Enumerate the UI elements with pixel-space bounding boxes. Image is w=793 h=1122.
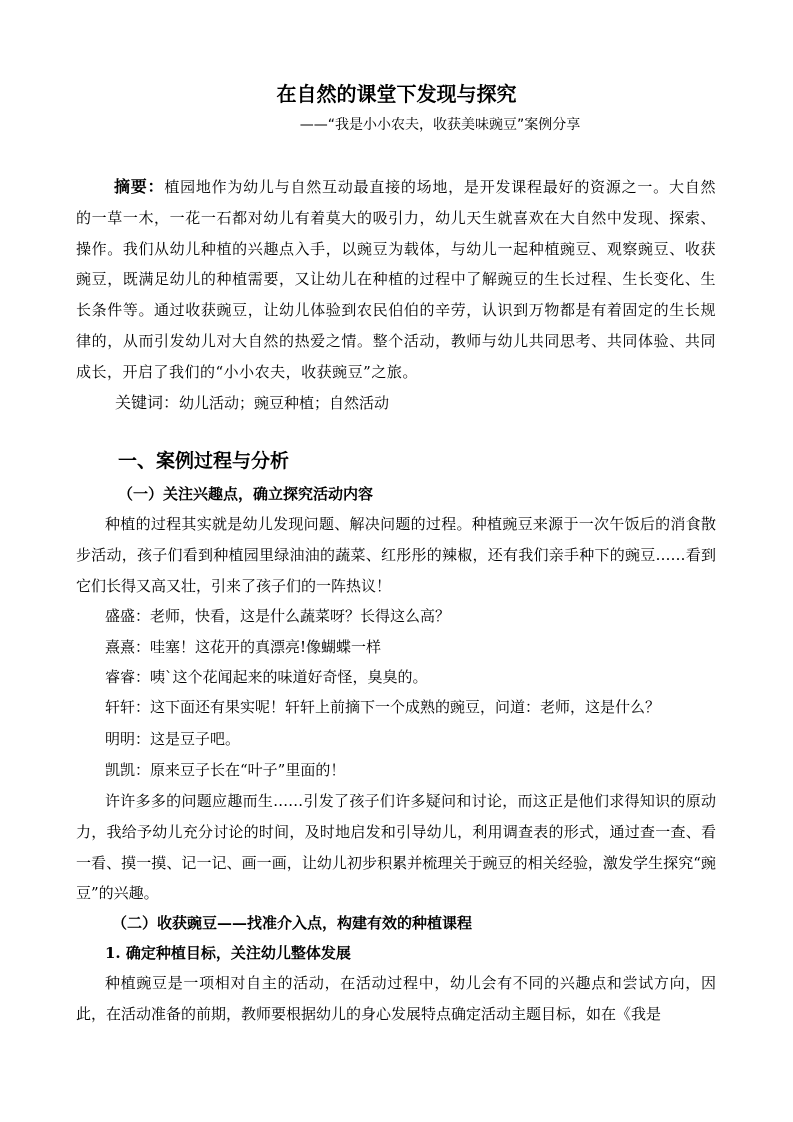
abstract-text: 植园地作为幼儿与自然互动最直接的场地，是开发课程最好的资源之一。大自然的一草一木，一花一石都对幼儿有着莫大的吸引力，幼儿天生就喜欢在大自然中发现、探索、操作。我们从幼儿种植的兴趣点入手，以豌豆为载体，与幼儿一起种植豌豆、观察豌豆、收获豌豆，既满足幼儿的种植需要，又让幼儿在种植的过程中了解豌豆的生长过程、生长变化、生长条件等。通过收获豌豆，让幼儿体验到农民伯伯的辛劳，认识到万物都是有着固定的生长规律的，从而引发幼儿对大自然的热爱之情。整个活动，教师与幼儿共同思考、共同体验、共同成长，开启了我们的“小小农夫，收获豌豆”之旅。 [76,178,716,381]
intro-paragraph: 种植的过程其实就是幼儿发现问题、解决问题的过程。种植豌豆来源于一次午饭后的消食散步活动，孩子们看到种植园里绿油油的蔬菜、红彤彤的辣椒，还有我们亲手种下的豌豆……看到它们长得又高又壮，引来了孩子们的一阵热议！ [76,515,716,595]
dialogue-line: 盛盛：老师，快看，这是什么蔬菜呀？长得这么高？ [105,607,451,625]
document-subtitle: ——“我是小小农夫，收获美味豌豆”案例分享 [299,117,581,133]
subsection-heading-1: （一）关注兴趣点，确立探究活动内容 [118,485,374,503]
item-heading: 1. 确定种植目标，关注幼儿整体发展 [105,944,351,962]
document-title: 在自然的课堂下发现与探究 [276,82,517,106]
dialogue-line: 凯凯：原来豆子长在“叶子”里面的！ [105,761,346,779]
keywords-label: 关键词： [115,393,180,412]
dialogue-line: 熹熹：哇塞！这花开的真漂亮!像蝴蝶一样 [105,638,382,656]
keywords-text: 幼儿活动；豌豆种植；自然活动 [179,394,390,412]
outro-paragraph: 许许多多的问题应趣而生……引发了孩子们许多疑问和讨论，而这正是他们求得知识的原动力，我给予幼儿充分讨论的时间，及时地启发和引导幼儿，利用调查表的形式，通过查一查、看一看、摸一摸、记一记、画一画，让幼儿初步积累并梳理关于豌豆的相关经验，激发学生探究“豌豆”的兴趣。 [76,792,716,903]
abstract-paragraph [76,172,716,388]
dialogue-line: 睿睿：咦`这个花闻起来的味道好奇怪，臭臭的。 [105,668,428,686]
section-heading: 一、案例过程与分析 [118,450,290,472]
dialogue-line: 轩轩：这下面还有果实呢！轩轩上前摘下一个成熟的豌豆，问道：老师，这是什么？ [105,698,661,716]
subsection-heading-2: （二）收获豌豆——找准介入点，构建有效的种植课程 [112,914,473,932]
keywords-line [115,388,715,418]
item-paragraph: 种植豌豆是一项相对自主的活动，在活动过程中，幼儿会有不同的兴趣点和尝试方向，因此，在活动准备的前期，教师要根据幼儿的身心发展特点确定活动主题目标，如在《我是 [76,974,716,1023]
dialogue-line: 明明：这是豆子吧。 [105,730,241,748]
abstract-label: 摘要： [114,177,165,196]
